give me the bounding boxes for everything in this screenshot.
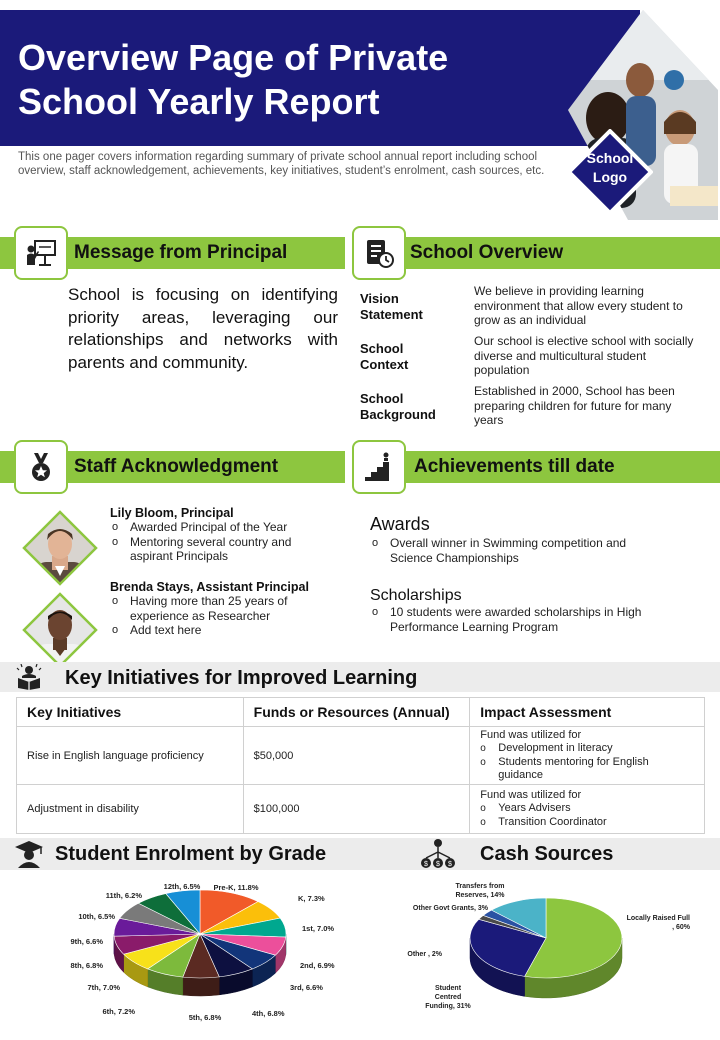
list-item: o Development in literacy xyxy=(480,742,694,756)
achievements-icon-box xyxy=(352,440,406,494)
list-item: o Add text here xyxy=(110,623,310,638)
impact-lead: Fund was utilized for xyxy=(480,788,582,801)
initiative-cell: Rise in English language proficiency xyxy=(17,727,244,785)
pie-label-line: Transfers from xyxy=(455,883,505,890)
staff-bullets-1 xyxy=(110,520,310,564)
overview-icon-box xyxy=(352,226,406,280)
staff-name-1: Lily Bloom, Principal xyxy=(110,506,234,520)
page-subtitle: This one pager covers information regarding summary of private school annual report including school overview, staff acknowledgement, achievements, key initiatives, student’s enrolment, cash sources, etc. xyxy=(18,151,545,177)
impact-list xyxy=(480,802,694,829)
list-item: o Years Advisers xyxy=(480,802,694,816)
column-header: Funds or Resources (Annual) xyxy=(243,698,470,727)
awards-heading: Awards xyxy=(370,514,430,534)
cash-heading: Cash Sources xyxy=(480,843,614,865)
scholarships-heading: Scholarships xyxy=(370,587,462,604)
pie-label: Other , 2% xyxy=(407,951,442,958)
awards-list xyxy=(370,536,650,565)
table-row xyxy=(17,785,705,834)
label-line: Background xyxy=(360,407,436,422)
pie-label: 5th, 6.8% xyxy=(188,1013,222,1022)
pie-label xyxy=(425,985,471,1010)
pie-label xyxy=(455,883,505,899)
initiatives-heading: Key Initiatives for Improved Learning xyxy=(65,667,418,689)
pie-label-line: Centred xyxy=(434,994,462,1001)
staff-bullets-2 xyxy=(110,594,310,638)
pie-label-line: Student xyxy=(434,985,462,992)
svg-text:$: $ xyxy=(424,861,428,868)
column-header: Key Initiatives xyxy=(17,698,244,727)
list-item: o Having more than 25 years of experience as Researcher xyxy=(110,594,310,623)
label-line: Statement xyxy=(360,307,423,322)
list-item: o Students mentoring for English guidance xyxy=(480,756,694,783)
pie-label-line: Locally Raised Full xyxy=(626,915,690,922)
pie-label: K, 7.3% xyxy=(298,894,325,903)
title-line-1: Overview Page of Private xyxy=(18,37,449,78)
list-item: o 10 students were awarded scholarships in High Performance Learning Program xyxy=(370,605,650,634)
pie-label: 4th, 6.8% xyxy=(252,1009,285,1018)
pie-label xyxy=(627,915,691,931)
funds-cell: $50,000 xyxy=(243,727,470,785)
initiative-cell: Adjustment in disability xyxy=(17,785,244,834)
column-header: Impact Assessment xyxy=(470,698,705,727)
pie-label: 1st, 7.0% xyxy=(302,924,335,933)
impact-cell xyxy=(470,727,705,785)
pie-label: 9th, 6.6% xyxy=(70,937,103,946)
pie-label: 2nd, 6.9% xyxy=(300,961,335,970)
pie-label-line: Funding, 31% xyxy=(425,1003,471,1010)
staff-heading: Staff Acknowledgment xyxy=(74,456,279,477)
reading-student-icon xyxy=(16,664,42,690)
pie-label: Other Govt Grants, 3% xyxy=(412,905,488,912)
checklist-clock-icon xyxy=(363,237,395,269)
principal-heading: Message from Principal xyxy=(74,242,288,263)
svg-text:$: $ xyxy=(448,861,452,868)
pie-slice-side xyxy=(183,977,219,996)
overview-label-background xyxy=(360,391,460,423)
page-title xyxy=(18,36,578,124)
overview-text-vision: We believe in providing learning environment that allow every student to grow as an individual xyxy=(474,284,683,327)
enrolment-heading: Student Enrolment by Grade xyxy=(55,843,327,865)
pie-label: 10th, 6.5% xyxy=(78,912,115,921)
principal-message: School is focusing on identifying priority areas, leveraging our relationships and networks with parents and community. xyxy=(68,285,338,372)
label-line: Vision xyxy=(360,291,399,306)
label-line: School xyxy=(360,341,404,356)
cash-pie-chart xyxy=(360,872,720,1040)
list-item: o Overall winner in Swimming competition and Science Championships xyxy=(370,536,650,565)
graduate-icon xyxy=(14,840,44,868)
school-logo-text xyxy=(567,149,653,187)
enrolment-pie-chart xyxy=(0,872,360,1040)
pie-label: 7th, 7.0% xyxy=(87,983,120,992)
pie-label-line: , 60% xyxy=(672,924,690,931)
medal-icon xyxy=(25,451,57,483)
achievements-heading: Achievements till date xyxy=(414,456,615,477)
stairs-climber-icon xyxy=(363,451,395,483)
svg-text:$: $ xyxy=(436,861,440,868)
initiatives-table xyxy=(16,697,705,834)
label-line: School xyxy=(360,391,404,406)
overview-label-context xyxy=(360,341,460,373)
impact-lead: Fund was utilized for xyxy=(480,728,582,741)
presentation-icon-box xyxy=(14,226,68,280)
list-item: o Transition Coordinator xyxy=(480,816,694,830)
list-item: o Mentoring several country and aspirant Principals xyxy=(110,535,310,564)
pie-label: 3rd, 6.6% xyxy=(290,983,323,992)
overview-text-context: Our school is elective school with socially diverse and multicultural student population xyxy=(474,334,694,377)
avatar-lily-bloom xyxy=(22,510,98,586)
title-line-2: School Yearly Report xyxy=(18,81,380,122)
staff-name-2: Brenda Stays, Assistant Principal xyxy=(110,580,309,594)
label-line: Context xyxy=(360,357,409,372)
pie-label: 11th, 6.2% xyxy=(105,891,142,900)
pie-label: 12th, 6.5% xyxy=(163,882,201,891)
overview-text-background: Established in 2000, School has been preparing children for future for many years xyxy=(474,384,675,427)
pie-label: Pre-K, 11.8% xyxy=(213,883,259,892)
list-item: o Awarded Principal of the Year xyxy=(110,520,310,535)
funds-cell: $100,000 xyxy=(243,785,470,834)
table-header-row xyxy=(17,698,705,727)
cash-network-icon xyxy=(420,838,456,870)
pie-label: 8th, 6.8% xyxy=(70,961,103,970)
impact-list xyxy=(480,742,694,783)
presentation-icon xyxy=(25,237,57,269)
table-row xyxy=(17,727,705,785)
scholarships-list xyxy=(370,605,650,634)
staff-icon-box xyxy=(14,440,68,494)
impact-cell xyxy=(470,785,705,834)
overview-label-vision xyxy=(360,291,460,323)
pie-label-line: Reserves, 14% xyxy=(455,892,505,899)
logo-line-1: School xyxy=(586,150,634,166)
overview-heading: School Overview xyxy=(410,242,564,263)
pie-label: 6th, 7.2% xyxy=(102,1007,135,1016)
avatar-brenda-stays xyxy=(22,592,98,668)
logo-line-2: Logo xyxy=(592,169,628,185)
